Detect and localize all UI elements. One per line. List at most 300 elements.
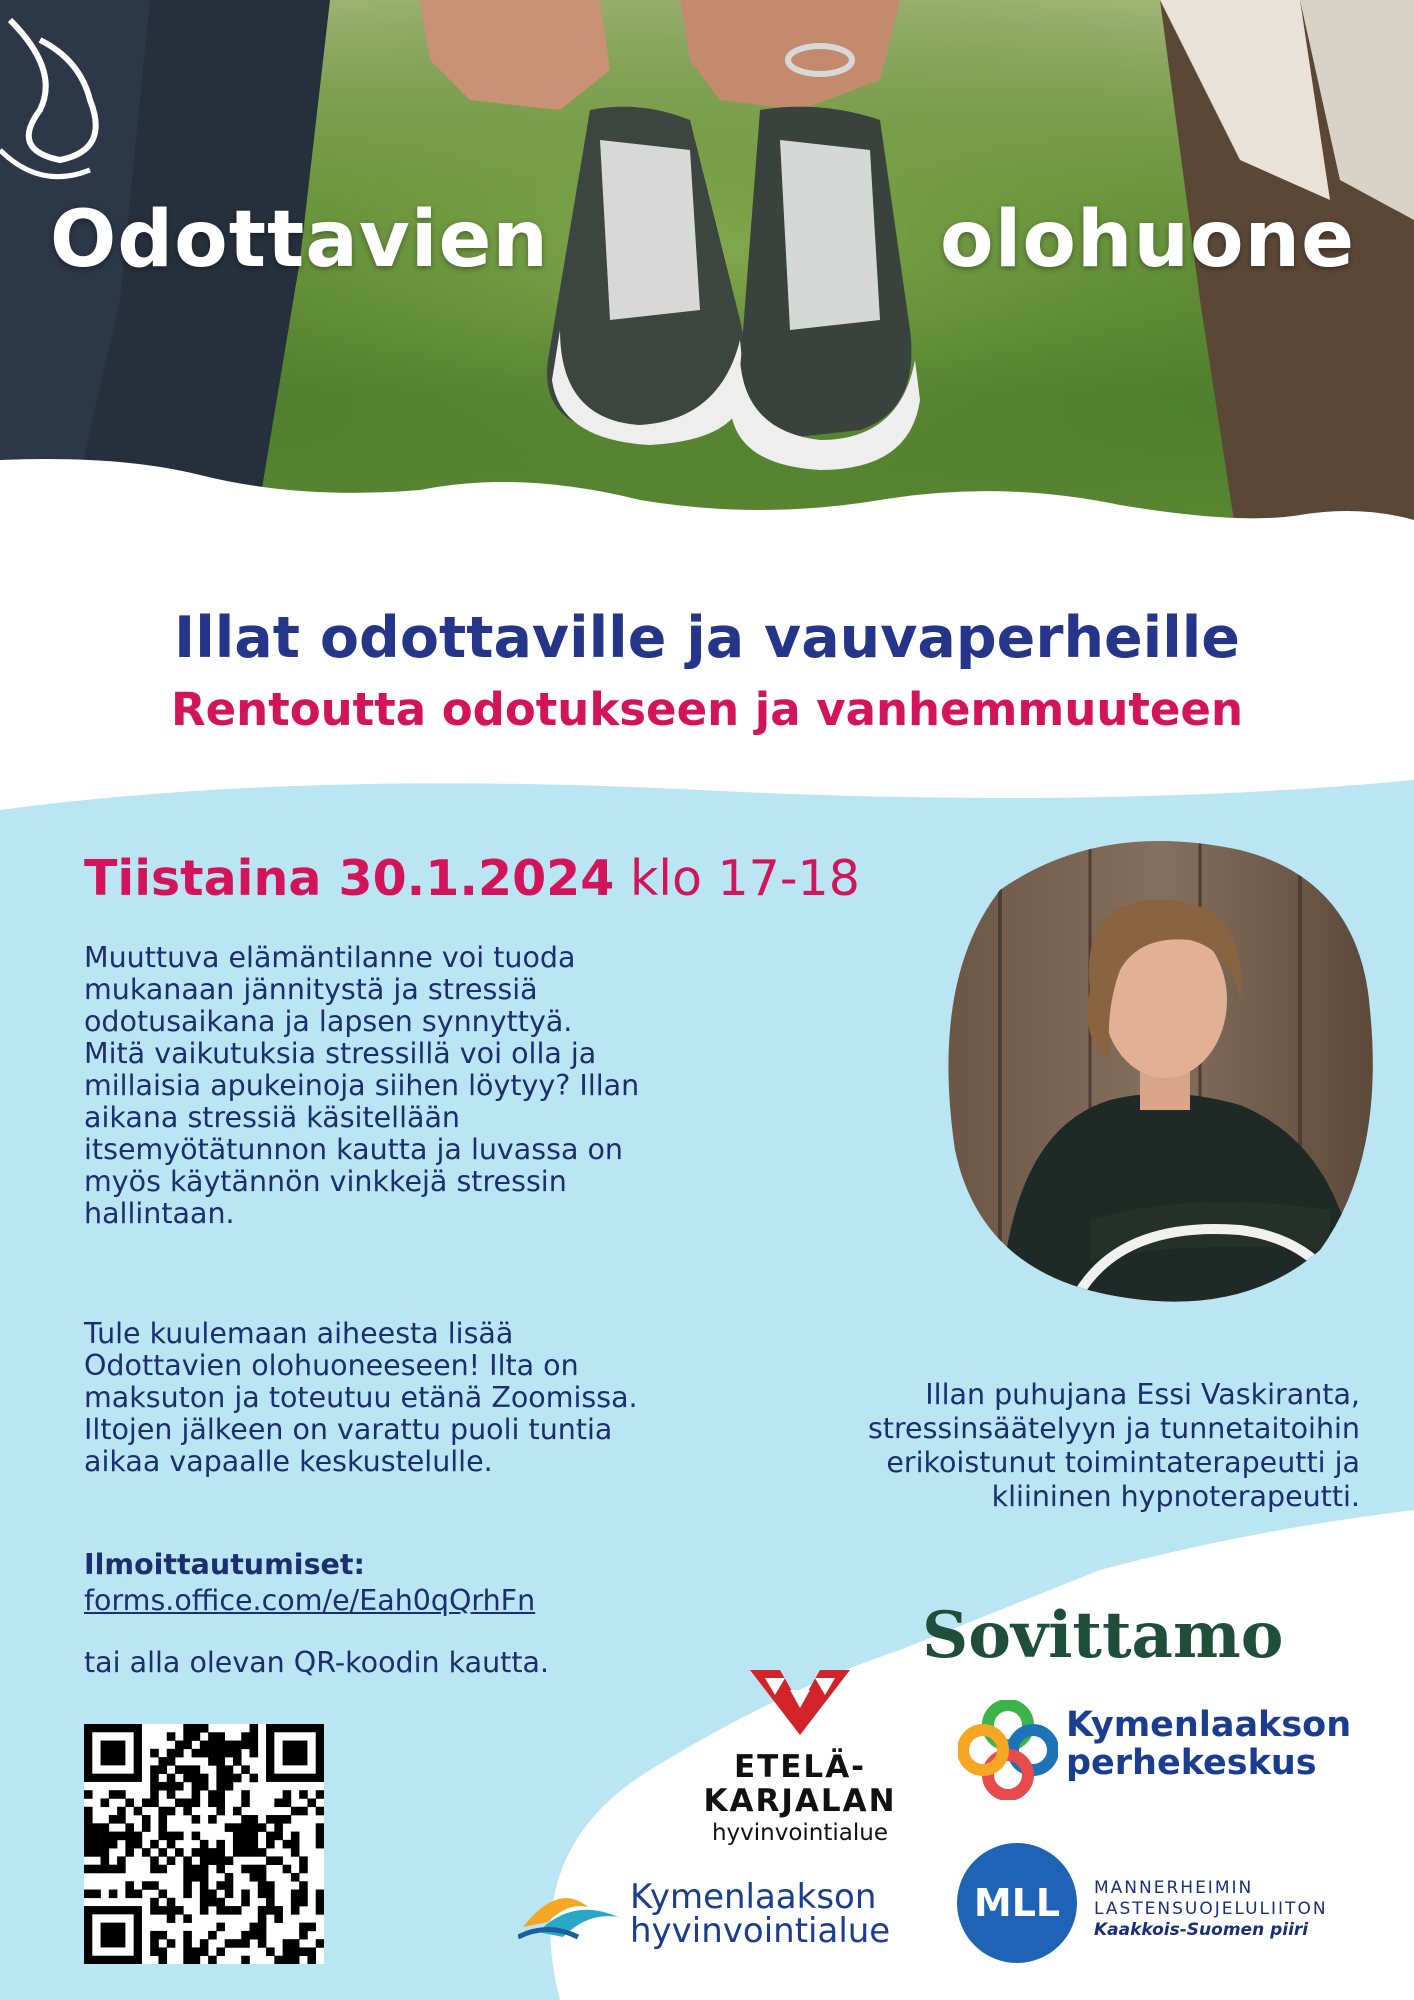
qr-module xyxy=(200,1898,209,1907)
text-line: odotusaikana ja lapsen synnyttyä. xyxy=(84,1005,573,1038)
qr-module xyxy=(241,1832,250,1841)
qr-module xyxy=(299,1890,308,1899)
qr-module xyxy=(283,1815,292,1824)
qr-module xyxy=(291,1832,300,1841)
qr-module xyxy=(183,1914,192,1923)
perhekeskus-logo-text xyxy=(1066,1706,1351,1782)
qr-module xyxy=(150,1749,159,1758)
qr-module xyxy=(109,1832,118,1841)
qr-module xyxy=(307,1798,316,1807)
qr-module xyxy=(125,1848,134,1857)
qr-module xyxy=(241,1790,250,1799)
qr-module xyxy=(117,1856,126,1865)
qr-module xyxy=(216,1798,225,1807)
qr-module xyxy=(316,1890,324,1899)
qr-module xyxy=(158,1848,167,1857)
qr-module xyxy=(299,1931,308,1940)
qr-module xyxy=(84,1890,93,1899)
qr-module xyxy=(117,1865,126,1874)
qr-module xyxy=(283,1956,292,1964)
qr-module xyxy=(241,1823,250,1832)
qr-module xyxy=(299,1947,308,1956)
text-line: Iltojen jälkeen on varattu puoli tuntia xyxy=(84,1413,613,1446)
qr-module xyxy=(283,1798,292,1807)
text-line: Mitä vaikutuksia stressillä voi olla ja xyxy=(84,1037,597,1070)
qr-module xyxy=(225,1774,234,1783)
qr-module xyxy=(258,1890,267,1899)
qr-module xyxy=(125,1823,134,1832)
qr-module xyxy=(134,1807,143,1816)
qr-module xyxy=(216,1774,225,1783)
qr-module xyxy=(316,1790,324,1799)
qr-module xyxy=(291,1840,300,1849)
qr-module xyxy=(233,1741,242,1750)
qr-module xyxy=(167,1832,176,1841)
qr-module xyxy=(291,1898,300,1907)
qr-module xyxy=(142,1815,151,1824)
qr-module xyxy=(216,1732,225,1741)
qr-module xyxy=(92,1823,101,1832)
qr-module xyxy=(167,1856,176,1865)
qr-module xyxy=(250,1923,259,1932)
qr-module xyxy=(208,1815,217,1824)
qr-module xyxy=(208,1856,217,1865)
qr-module xyxy=(84,1790,93,1799)
qr-module xyxy=(167,1790,176,1799)
qr-module xyxy=(299,1881,308,1890)
qr-module xyxy=(150,1898,159,1907)
qr-module xyxy=(125,1798,134,1807)
qr-module xyxy=(192,1873,201,1882)
logo-line: LASTENSUOJELULIITON xyxy=(1094,1899,1328,1919)
qr-module xyxy=(167,1774,176,1783)
qr-module xyxy=(150,1782,159,1791)
qr-module xyxy=(150,1765,159,1774)
qr-module xyxy=(233,1848,242,1857)
qr-module xyxy=(158,1931,167,1940)
qr-module xyxy=(216,1848,225,1857)
description-paragraph xyxy=(84,942,684,1230)
qr-module xyxy=(316,1939,324,1948)
qr-module xyxy=(150,1798,159,1807)
qr-module xyxy=(192,1765,201,1774)
qr-module xyxy=(200,1890,209,1899)
qr-code-image xyxy=(84,1724,324,1964)
qr-module xyxy=(192,1790,201,1799)
qr-module xyxy=(208,1848,217,1857)
qr-module xyxy=(109,1890,118,1899)
qr-module xyxy=(299,1807,308,1816)
qr-module xyxy=(101,1923,126,1948)
qr-module xyxy=(150,1939,159,1948)
qr-module xyxy=(241,1840,250,1849)
qr-module xyxy=(233,1807,242,1816)
qr-module xyxy=(208,1931,217,1940)
mll-logo-text xyxy=(1094,1878,1328,1920)
qr-module xyxy=(158,1906,167,1915)
qr-module xyxy=(233,1832,242,1841)
logo-line: perhekeskus xyxy=(1066,1743,1317,1783)
qr-module xyxy=(192,1956,201,1964)
qr-module xyxy=(192,1732,201,1741)
qr-module xyxy=(299,1865,308,1874)
logo-line: MANNERHEIMIN xyxy=(1094,1878,1254,1898)
qr-module xyxy=(241,1939,250,1948)
text-line: Muuttuva elämäntilanne voi tuoda xyxy=(84,941,576,974)
qr-module xyxy=(117,1790,126,1799)
qr-module xyxy=(158,1865,167,1874)
qr-module xyxy=(283,1939,292,1948)
qr-module xyxy=(216,1765,225,1774)
qr-module xyxy=(200,1947,209,1956)
qr-module xyxy=(183,1741,192,1750)
etela-karjala-logo-text xyxy=(700,1750,900,1818)
qr-module xyxy=(258,1914,267,1923)
qr-module xyxy=(84,1823,93,1832)
qr-module xyxy=(291,1848,300,1857)
qr-module xyxy=(150,1774,159,1783)
qr-code[interactable] xyxy=(84,1724,324,1964)
qr-module xyxy=(299,1923,308,1932)
qr-module xyxy=(92,1865,101,1874)
mll-badge-text: MLL xyxy=(973,1881,1061,1925)
qr-module xyxy=(158,1823,167,1832)
qr-module xyxy=(233,1906,242,1915)
qr-module xyxy=(225,1741,234,1750)
qr-module xyxy=(216,1881,225,1890)
qr-module xyxy=(241,1898,250,1907)
qr-module xyxy=(250,1741,259,1750)
qr-module xyxy=(92,1840,101,1849)
qr-module xyxy=(274,1956,283,1964)
qr-module xyxy=(258,1823,267,1832)
qr-module xyxy=(183,1947,192,1956)
qr-module xyxy=(101,1856,110,1865)
qr-module xyxy=(316,1807,324,1816)
qr-module xyxy=(266,1832,275,1841)
qr-module xyxy=(250,1931,259,1940)
qr-module xyxy=(192,1798,201,1807)
qr-module xyxy=(84,1865,93,1874)
hero-title-left: Odottavien xyxy=(50,195,549,285)
qr-module xyxy=(225,1939,234,1948)
event-date-day: Tiistaina 30.1.2024 xyxy=(84,850,615,907)
qr-module xyxy=(258,1931,267,1940)
qr-module xyxy=(299,1898,308,1907)
qr-module xyxy=(200,1774,209,1783)
qr-module xyxy=(316,1906,324,1915)
qr-module xyxy=(175,1848,184,1857)
qr-module xyxy=(274,1798,283,1807)
etela-karjala-emblem xyxy=(745,1660,855,1740)
qr-module xyxy=(250,1823,259,1832)
qr-module xyxy=(274,1823,283,1832)
qr-module xyxy=(101,1865,110,1874)
qr-module xyxy=(208,1898,217,1907)
qr-module xyxy=(233,1840,242,1849)
qr-module xyxy=(225,1873,234,1882)
qr-module xyxy=(175,1906,184,1915)
qr-module xyxy=(208,1749,217,1758)
qr-module xyxy=(250,1732,259,1741)
qr-module xyxy=(274,1914,283,1923)
qr-module xyxy=(158,1947,167,1956)
qr-module xyxy=(225,1906,234,1915)
qr-module xyxy=(299,1790,308,1799)
qr-module xyxy=(291,1939,300,1948)
qr-module xyxy=(200,1881,209,1890)
qr-module xyxy=(216,1840,225,1849)
qr-module xyxy=(192,1815,201,1824)
qr-module xyxy=(258,1939,267,1948)
qr-module xyxy=(291,1873,300,1882)
qr-module xyxy=(183,1732,192,1741)
text-line: kliininen hypnoterapeutti. xyxy=(991,1480,1360,1513)
qr-module xyxy=(175,1798,184,1807)
text-line: maksuton ja toteutuu etänä Zoomissa. xyxy=(84,1381,638,1414)
qr-module xyxy=(142,1823,151,1832)
qr-module xyxy=(142,1881,151,1890)
qr-module xyxy=(142,1848,151,1857)
qr-module xyxy=(299,1856,308,1865)
qr-module xyxy=(274,1856,283,1865)
qr-module xyxy=(250,1840,259,1849)
qr-module xyxy=(101,1823,110,1832)
qr-module xyxy=(200,1840,209,1849)
qr-module xyxy=(192,1848,201,1857)
qr-module xyxy=(241,1798,250,1807)
qr-module xyxy=(150,1865,159,1874)
qr-module xyxy=(258,1923,267,1932)
qr-module xyxy=(241,1765,250,1774)
qr-module xyxy=(175,1782,184,1791)
qr-module xyxy=(125,1832,134,1841)
qr-module xyxy=(233,1749,242,1758)
qr-module xyxy=(241,1890,250,1899)
etela-karjala-subtitle: hyvinvointialue xyxy=(711,1820,889,1846)
qr-module xyxy=(200,1782,209,1791)
qr-module xyxy=(216,1807,225,1816)
perhekeskus-emblem xyxy=(958,1700,1058,1800)
qr-module xyxy=(117,1832,126,1841)
sub-heading: Rentoutta odotukseen ja vanhemmuuteen xyxy=(171,683,1243,736)
qr-module xyxy=(134,1832,143,1841)
qr-module xyxy=(225,1782,234,1791)
qr-module xyxy=(134,1890,143,1899)
qr-module xyxy=(266,1890,275,1899)
speaker-portrait xyxy=(940,830,1380,1310)
qr-module xyxy=(258,1881,267,1890)
qr-module xyxy=(192,1947,201,1956)
qr-module xyxy=(225,1765,234,1774)
qr-module xyxy=(250,1724,259,1733)
qr-module xyxy=(183,1956,192,1964)
qr-module xyxy=(216,1856,225,1865)
invitation-paragraph xyxy=(84,1318,684,1478)
qr-module xyxy=(183,1890,192,1899)
qr-module xyxy=(158,1765,167,1774)
event-date xyxy=(84,850,860,907)
qr-module xyxy=(291,1906,300,1915)
qr-module xyxy=(183,1865,192,1874)
qr-module xyxy=(208,1741,217,1750)
qr-module xyxy=(266,1840,275,1849)
qr-module xyxy=(216,1865,225,1874)
qr-module xyxy=(142,1798,151,1807)
qr-module xyxy=(192,1782,201,1791)
qr-module xyxy=(192,1865,201,1874)
qr-module xyxy=(291,1807,300,1816)
qr-module xyxy=(316,1840,324,1849)
qr-module xyxy=(250,1832,259,1841)
qr-module xyxy=(192,1774,201,1783)
qr-module xyxy=(241,1931,250,1940)
qr-module xyxy=(283,1947,292,1956)
qr-module xyxy=(158,1832,167,1841)
qr-module xyxy=(307,1956,316,1964)
qr-module xyxy=(158,1890,167,1899)
logo-line: Kymenlaakson xyxy=(630,1877,877,1917)
text-line: aikaa vapaalle keskustelulle. xyxy=(84,1445,493,1478)
qr-module xyxy=(167,1840,176,1849)
qr-module xyxy=(125,1881,134,1890)
kymenlaakso-hva-emblem xyxy=(518,1882,623,1942)
registration-alt-text: tai alla olevan QR-koodin kautta. xyxy=(84,1646,550,1679)
qr-module xyxy=(266,1856,275,1865)
qr-module xyxy=(225,1749,234,1758)
qr-module xyxy=(183,1807,192,1816)
qr-module xyxy=(233,1757,242,1766)
qr-module xyxy=(241,1848,250,1857)
qr-module xyxy=(84,1832,93,1841)
qr-module xyxy=(216,1782,225,1791)
qr-module xyxy=(208,1790,217,1799)
qr-module xyxy=(216,1741,225,1750)
qr-module xyxy=(84,1848,93,1857)
qr-module xyxy=(291,1890,300,1899)
qr-module xyxy=(274,1832,283,1841)
qr-module xyxy=(109,1790,118,1799)
qr-module xyxy=(316,1832,324,1841)
qr-module xyxy=(117,1807,126,1816)
qr-module xyxy=(183,1724,192,1733)
qr-module xyxy=(101,1832,110,1841)
qr-module xyxy=(150,1881,159,1890)
logo-line: hyvinvointialue xyxy=(630,1911,891,1951)
qr-module xyxy=(241,1956,250,1964)
qr-module xyxy=(250,1873,259,1882)
qr-module xyxy=(200,1848,209,1857)
qr-module xyxy=(274,1815,283,1824)
qr-module xyxy=(109,1815,118,1824)
qr-module xyxy=(92,1832,101,1841)
qr-module xyxy=(101,1798,110,1807)
hero-title-right: olohuone xyxy=(940,195,1355,285)
qr-module xyxy=(109,1840,118,1849)
sovittamo-logo: Sovittamo xyxy=(922,1598,1284,1673)
qr-module xyxy=(225,1856,234,1865)
qr-module xyxy=(274,1906,283,1915)
qr-module xyxy=(101,1840,110,1849)
logo-line: KARJALAN xyxy=(703,1783,897,1819)
qr-module xyxy=(283,1840,292,1849)
logo-line: Kymenlaakson xyxy=(1066,1705,1352,1745)
qr-module xyxy=(208,1956,217,1964)
qr-module xyxy=(291,1956,300,1964)
qr-module xyxy=(183,1873,192,1882)
qr-module xyxy=(183,1856,192,1865)
qr-module xyxy=(250,1848,259,1857)
qr-module xyxy=(200,1873,209,1882)
text-line: myös käytännön vinkkejä stressin xyxy=(84,1165,567,1198)
qr-module xyxy=(241,1815,250,1824)
qr-module xyxy=(307,1947,316,1956)
registration-label: Ilmoittautumiset: xyxy=(84,1548,365,1581)
qr-module xyxy=(167,1939,176,1948)
qr-module xyxy=(167,1749,176,1758)
qr-module xyxy=(92,1848,101,1857)
qr-module xyxy=(316,1823,324,1832)
text-line: mukanaan jännitystä ja stressiä xyxy=(84,973,538,1006)
qr-module xyxy=(208,1757,217,1766)
qr-module xyxy=(150,1790,159,1799)
qr-module xyxy=(233,1823,242,1832)
qr-module xyxy=(233,1939,242,1948)
qr-module xyxy=(283,1865,292,1874)
qr-module xyxy=(216,1906,225,1915)
qr-module xyxy=(307,1923,316,1932)
qr-module xyxy=(183,1939,192,1948)
qr-module xyxy=(266,1947,275,1956)
qr-module xyxy=(216,1947,225,1956)
qr-module xyxy=(200,1724,209,1733)
qr-module xyxy=(125,1890,134,1899)
qr-module xyxy=(150,1931,159,1940)
registration-link[interactable]: forms.office.com/e/Eah0qQrhFn xyxy=(84,1584,536,1617)
qr-module xyxy=(92,1890,101,1899)
qr-module xyxy=(291,1947,300,1956)
qr-module xyxy=(175,1749,184,1758)
mll-badge xyxy=(954,1840,1080,1966)
qr-module xyxy=(109,1865,118,1874)
qr-module xyxy=(134,1840,143,1849)
qr-module xyxy=(150,1906,159,1915)
qr-module xyxy=(258,1848,267,1857)
qr-module xyxy=(150,1856,159,1865)
qr-module xyxy=(225,1823,234,1832)
event-time: klo 17-18 xyxy=(629,850,860,907)
qr-module xyxy=(158,1956,167,1964)
qr-module xyxy=(258,1873,267,1882)
qr-module xyxy=(216,1923,225,1932)
qr-module xyxy=(167,1807,176,1816)
qr-module xyxy=(175,1832,184,1841)
qr-module xyxy=(216,1749,225,1758)
qr-module xyxy=(167,1898,176,1907)
qr-module xyxy=(183,1774,192,1783)
text-line: millaisia apukeinoja siihen löytyy? Illan xyxy=(84,1069,640,1102)
logo-line: ETELÄ- xyxy=(733,1749,867,1785)
qr-module xyxy=(200,1906,209,1915)
text-line: hallintaan. xyxy=(84,1197,235,1230)
qr-module xyxy=(283,1790,292,1799)
qr-module xyxy=(216,1898,225,1907)
qr-module xyxy=(158,1807,167,1816)
qr-module xyxy=(183,1881,192,1890)
qr-module xyxy=(158,1815,167,1824)
text-line: stressinsäätelyyn ja tunnetaitoihin xyxy=(867,1412,1360,1445)
qr-module xyxy=(208,1890,217,1899)
